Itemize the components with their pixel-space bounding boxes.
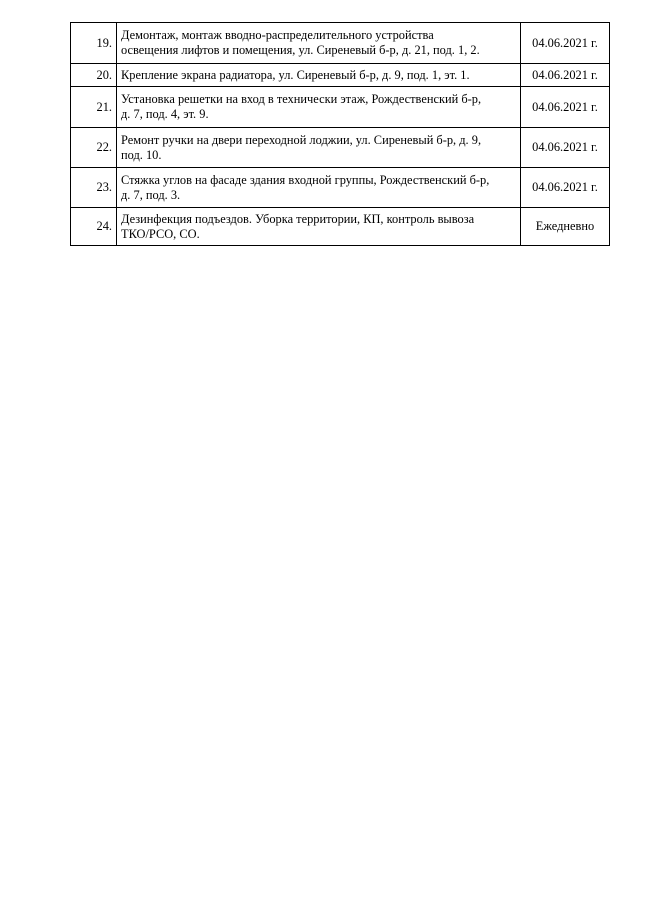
table-row — [71, 128, 610, 168]
row-date: 04.06.2021 г. — [521, 168, 610, 208]
row-date: 04.06.2021 г. — [521, 128, 610, 168]
row-date: 04.06.2021 г. — [521, 87, 610, 128]
row-description: Демонтаж, монтаж вводно-распределительного устройства освещения лифтов и помещения, ул. Сиреневый б-р, д. 21, под. 1, 2. — [117, 23, 521, 64]
works-table — [70, 22, 610, 246]
row-date: Ежедневно — [521, 208, 610, 246]
row-description: Крепление экрана радиатора, ул. Сиреневый б-р, д. 9, под. 1, эт. 1. — [117, 64, 521, 87]
row-description: Установка решетки на вход в технически этаж, Рождественский б-р, д. 7, под. 4, эт. 9. — [117, 87, 521, 128]
row-description: Стяжка углов на фасаде здания входной группы, Рождественский б-р, д. 7, под. 3. — [117, 168, 521, 208]
row-description: Дезинфекция подъездов. Уборка территории, КП, контроль вывоза ТКО/РСО, СО. — [117, 208, 521, 246]
row-number: 23. — [71, 168, 117, 208]
works-table-body — [71, 23, 610, 246]
row-number: 22. — [71, 128, 117, 168]
table-row — [71, 87, 610, 128]
row-number: 24. — [71, 208, 117, 246]
row-number: 21. — [71, 87, 117, 128]
table-row — [71, 208, 610, 246]
table-row — [71, 168, 610, 208]
row-date: 04.06.2021 г. — [521, 23, 610, 64]
table-row — [71, 64, 610, 87]
row-number: 19. — [71, 23, 117, 64]
table-row — [71, 23, 610, 64]
row-date: 04.06.2021 г. — [521, 64, 610, 87]
row-number: 20. — [71, 64, 117, 87]
row-description: Ремонт ручки на двери переходной лоджии, ул. Сиреневый б-р, д. 9, под. 10. — [117, 128, 521, 168]
